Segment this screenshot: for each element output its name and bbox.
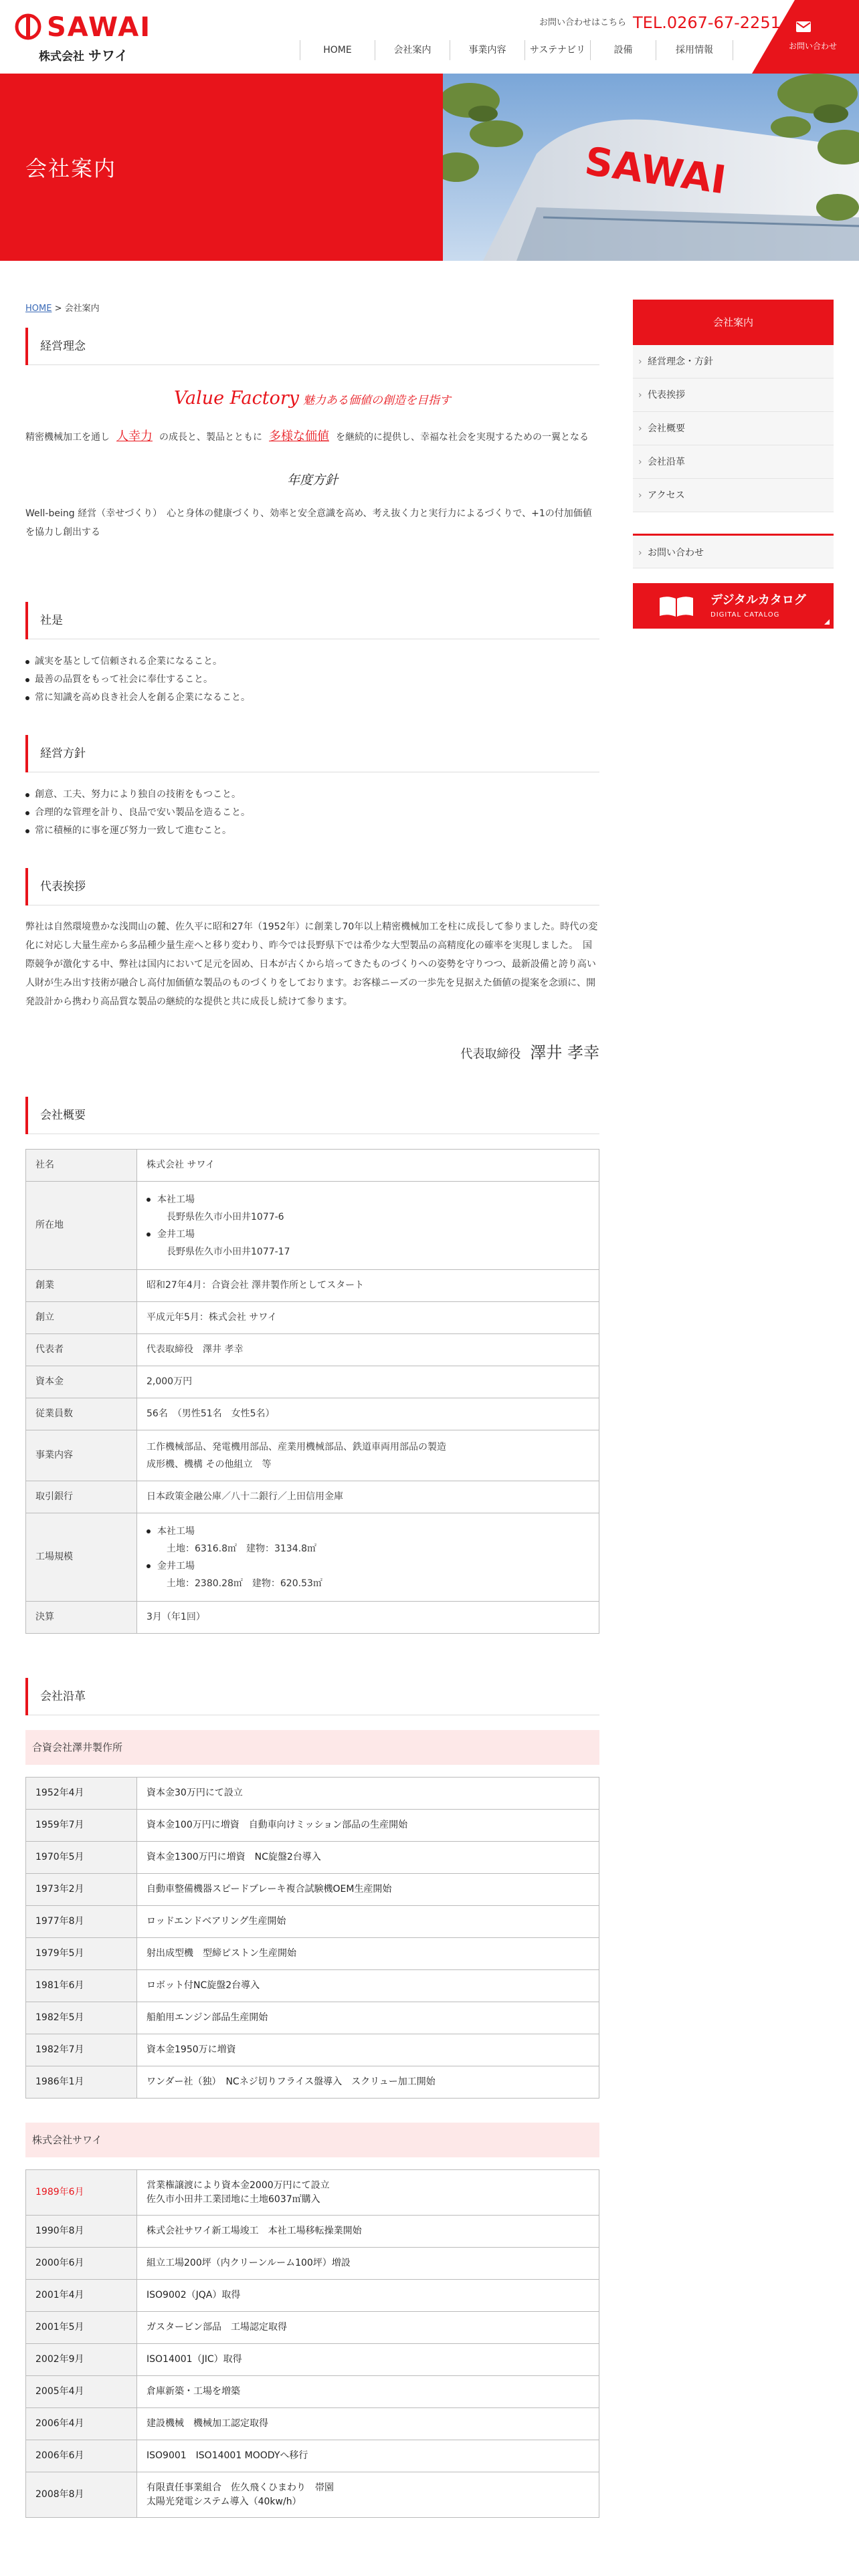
nav-facilities[interactable]: 設備 <box>590 40 656 60</box>
history-event: 資本金1950万に増資 <box>137 2034 599 2066</box>
history-event: ワンダー社（独） NCネジ切りフライス盤導入 スクリュー加工開始 <box>137 2066 599 2099</box>
table-row: 従業員数 56名 （男性51名 女性5名） <box>26 1398 599 1430</box>
history-event: 資本金100万円に増資 自動車向けミッション部品の生産開始 <box>137 1810 599 1842</box>
list-item: 創意、工夫、努力により独自の技術をもつこと。 <box>25 786 599 804</box>
history-year: 1952年4月 <box>26 1778 137 1810</box>
sidebar-item-greeting[interactable]: › 代表挨拶 <box>633 379 834 412</box>
table-row <box>26 2376 599 2408</box>
table-row: 資本金 2,000万円 <box>26 1366 599 1398</box>
svg-text:SAWAI: SAWAI <box>582 138 729 203</box>
table-row: 1989年6月 営業権譲渡により資本金2000万円にて設立 佐久市小田井工業団地に土地6037㎡購入 <box>26 2170 599 2216</box>
table-row <box>26 2002 599 2034</box>
logo-text: SAWAI <box>47 12 152 43</box>
list-item: 誠実を基として信頼される企業になること。 <box>25 653 599 671</box>
sidebar <box>633 300 834 629</box>
annual-policy-text: Well-being 経営（幸せづくり） 心と身体の健康づくり、効率と安全意識を高め、考え抜く力と実行力によるづくりで、+1の付加価値を協力し創出する <box>25 508 592 538</box>
list-item: 最善の品質をもって社会に奉仕すること。 <box>25 671 599 689</box>
policy-list <box>25 786 599 840</box>
contact-prefix: お問い合わせはこちら <box>539 17 627 28</box>
motto-list <box>25 653 599 707</box>
table-row <box>26 1906 599 1938</box>
history-event: 資本金30万円にて設立 <box>137 1778 599 1810</box>
table-row: 代表者 代表取締役 澤井 孝幸 <box>26 1334 599 1366</box>
book-icon <box>658 595 694 618</box>
catalog-subtitle: DIGITAL CATALOG <box>710 611 780 619</box>
logo-subtitle: 株式会社 サワイ <box>39 47 128 64</box>
sidebar-contact-link[interactable]: › お問い合わせ <box>633 534 834 568</box>
sidebar-item-philosophy[interactable]: › 経営理念・方針 <box>633 345 834 379</box>
section-heading-overview: 会社概要 <box>25 1097 599 1134</box>
history-year: 1982年7月 <box>26 2034 137 2066</box>
nav-sustainability[interactable]: サステナビリ <box>524 40 590 60</box>
page-hero <box>0 74 859 261</box>
history-event: 船舶用エンジン部品生産開始 <box>137 2002 599 2034</box>
history-event: ガスタービン部品 工場認定取得 <box>137 2312 599 2344</box>
company-overview-table <box>25 1149 599 1634</box>
table-row <box>26 2066 599 2099</box>
history-year: 2001年4月 <box>26 2280 137 2312</box>
history-year: 2006年4月 <box>26 2408 137 2440</box>
history-year: 2002年9月 <box>26 2344 137 2376</box>
greeting-signature: 代表取締役 澤井 孝幸 <box>460 1043 599 1062</box>
history-table-1 <box>25 1777 599 2099</box>
digital-catalog-banner[interactable] <box>633 583 834 629</box>
table-row <box>26 2440 599 2472</box>
history-event: ISO9001 ISO14001 MOODYへ移行 <box>137 2440 599 2472</box>
table-row <box>26 1842 599 1874</box>
header-contact <box>539 11 781 35</box>
sidebar-item-access[interactable]: › アクセス <box>633 479 834 512</box>
table-row <box>26 2034 599 2066</box>
history-year: 1977年8月 <box>26 1906 137 1938</box>
sidebar-heading: 会社案内 <box>633 300 834 345</box>
table-row <box>26 2280 599 2312</box>
table-row <box>26 2216 599 2248</box>
table-row: 2008年8月 有限責任事業組合 佐久飛くひまわり 帯園 太陽光発電システム導入（40kw/h） <box>26 2472 599 2518</box>
table-row: 決算 3月（年1回） <box>26 1602 599 1634</box>
table-row <box>26 1970 599 2002</box>
table-row <box>26 2248 599 2280</box>
history-event: ISO9002（JQA）取得 <box>137 2280 599 2312</box>
nav-company[interactable]: 会社案内 <box>375 40 450 60</box>
list-item: 常に知識を高め良き社会人を創る企業になること。 <box>25 689 599 707</box>
slogan-main: Value Factory <box>173 388 300 409</box>
history-year: 2000年6月 <box>26 2248 137 2280</box>
table-row <box>26 1810 599 1842</box>
highlight-diverse-value: 多様な価値 <box>269 429 329 443</box>
slogan-sub: 魅力ある価値の創造を目指す <box>303 394 452 407</box>
nav-business[interactable]: 事業内容 <box>450 40 524 60</box>
history-year: 2001年5月 <box>26 2312 137 2344</box>
table-row <box>26 1938 599 1970</box>
history-year: 1970年5月 <box>26 1842 137 1874</box>
history-event: 自動車整備機器スピードブレーキ複合試験機OEM生産開始 <box>137 1874 599 1906</box>
section-heading-policy: 経営方針 <box>25 735 599 772</box>
history-event: 射出成型機 型締ピストン生産開始 <box>137 1938 599 1970</box>
sidebar-item-history[interactable]: › 会社沿革 <box>633 445 834 479</box>
main-content <box>25 328 599 2518</box>
table-row <box>26 2312 599 2344</box>
section-heading-greeting: 代表挨拶 <box>25 868 599 905</box>
list-item: 合理的な管理を計り、良品で安い製品を造ること。 <box>25 804 599 822</box>
history-event: 組立工場200坪（内クリーンルーム100坪）増設 <box>137 2248 599 2280</box>
table-row <box>26 1874 599 1906</box>
breadcrumb-current: 会社案内 <box>64 304 100 314</box>
table-row: 社名 株式会社 サワイ <box>26 1150 599 1182</box>
history-event: 資本金1300万円に増資 NC旋盤2台導入 <box>137 1842 599 1874</box>
section-heading-philosophy: 経営理念 <box>25 328 599 365</box>
sidebar-item-overview[interactable]: › 会社概要 <box>633 412 834 445</box>
nav-recruit[interactable]: 採用情報 <box>656 40 733 60</box>
table-row: 創業 昭和27年4月：合資会社 澤井製作所としてスタート <box>26 1270 599 1302</box>
history-year: 1959年7月 <box>26 1810 137 1842</box>
table-row: 所在地 本社工場 長野県佐久市小田井1077-6 金井工場 長野県佐久市小田井1077-17 <box>26 1182 599 1270</box>
breadcrumb-home-link[interactable]: HOME <box>25 304 52 314</box>
contact-corner-label: お問い合わせ <box>788 41 837 51</box>
table-row <box>26 2408 599 2440</box>
building-photo <box>443 74 859 261</box>
header-tel-link[interactable]: TEL.0267-67-2251 <box>633 13 781 32</box>
history-year: 2006年6月 <box>26 2440 137 2472</box>
site-header <box>0 0 859 74</box>
history-year: 1990年8月 <box>26 2216 137 2248</box>
breadcrumb-separator: > <box>54 304 62 314</box>
greeting-text: 弊社は自然環境豊かな浅間山の麓、佐久平に昭和27年（1952年）に創業し70年以上精密機械加工を柱に成長して参りました。時代の変化に対応し大量生産から多品種少量生産へと移り変わり、昨今では長野県下では希少な大型製品の高精度化の確率を実現しました。 国際競争が激化する中、弊社は国内において足元を固め、日本が古くから培ってきたものづくりへの姿勢を守りつつ、最新設備と誇り高い人財が生み出す技術が融合し高付加価値な製品のものづくりをしております。お客様ニーズの一歩先を見据えた価値の提案を念頭に、開発設計から携わり高品質な製品の継続的な提供と共に成長し続けて参ります。 <box>25 922 598 1007</box>
era-heading-sawai-seisakusho: 合資会社澤井製作所 <box>25 1730 599 1765</box>
slogan <box>25 385 599 413</box>
history-event: ロボット付NC旋盤2台導入 <box>137 1970 599 2002</box>
table-row <box>26 2344 599 2376</box>
breadcrumb <box>25 302 100 316</box>
mail-icon <box>796 21 811 32</box>
history-event: ロッドエンドベアリング生産開始 <box>137 1906 599 1938</box>
table-row: 工場規模 本社工場 土地：6316.8㎡ 建物：3134.8㎡ 金井工場 土地：2380.28㎡ 建物：620.53㎡ <box>26 1513 599 1602</box>
list-item: 常に積極的に事を運び努力一致して進むこと。 <box>25 822 599 840</box>
history-year: 1979年5月 <box>26 1938 137 1970</box>
page-title: 会社案内 <box>25 156 117 181</box>
annual-policy-heading: 年度方針 <box>286 472 338 488</box>
table-row: 創立 平成元年5月：株式会社 サワイ <box>26 1302 599 1334</box>
section-heading-history: 会社沿革 <box>25 1678 599 1715</box>
era-heading-sawai-inc: 株式会社サワイ <box>25 2123 599 2157</box>
history-table-2 <box>25 2169 599 2518</box>
history-year: 2005年4月 <box>26 2376 137 2408</box>
history-year: 1981年6月 <box>26 1970 137 2002</box>
nav-home[interactable]: HOME <box>300 40 375 60</box>
table-row: 事業内容 工作機械部品、発電機用部品、産業用機械部品、鉄道車両用部品の製造 成形機、機構 その他組立 等 <box>26 1430 599 1481</box>
history-year: 1986年1月 <box>26 2066 137 2099</box>
history-year: 1982年5月 <box>26 2002 137 2034</box>
history-event: 株式会社サワイ新工場竣工 本社工場移転操業開始 <box>137 2216 599 2248</box>
sidebar-menu <box>633 345 834 512</box>
philosophy-text: 精密機械加工を通し 人幸力 の成長と、製品とともに 多様な価値 を継続的に提供し、幸福な社会を実現するための一翼となる <box>25 429 589 443</box>
history-year: 1973年2月 <box>26 1874 137 1906</box>
section-heading-motto: 社是 <box>25 602 599 639</box>
global-nav <box>300 40 733 60</box>
highlight-jinkoryoku: 人幸力 <box>116 429 153 443</box>
history-event: ISO14001（JIC）取得 <box>137 2344 599 2376</box>
table-row: 取引銀行 日本政策金融公庫／八十二銀行／上田信用金庫 <box>26 1481 599 1513</box>
catalog-title: デジタルカタログ <box>710 593 806 607</box>
table-row <box>26 1778 599 1810</box>
history-event: 建設機械 機械加工認定取得 <box>137 2408 599 2440</box>
sawai-mark-icon <box>15 13 41 40</box>
history-event: 倉庫新築・工場を増築 <box>137 2376 599 2408</box>
